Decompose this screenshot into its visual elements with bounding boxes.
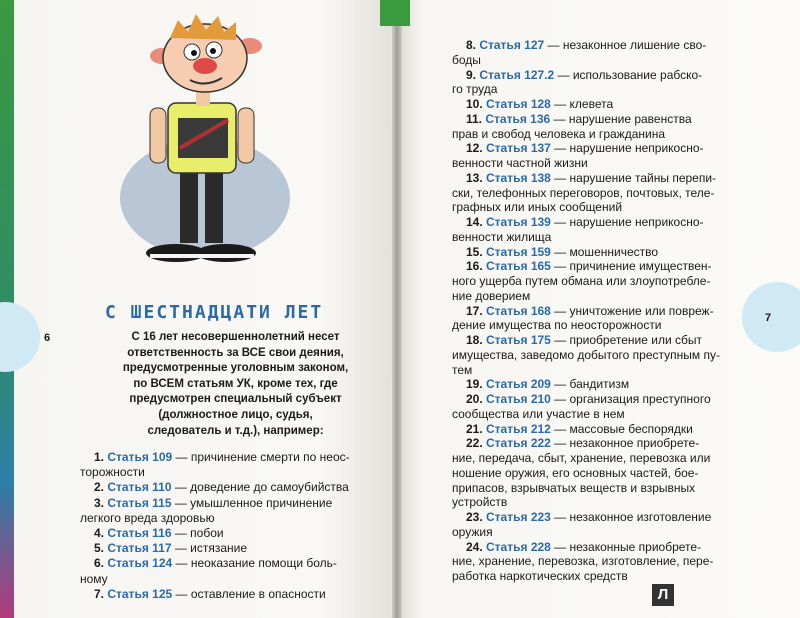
article-reference: Статья 116 [107, 526, 172, 541]
article-item [452, 333, 748, 377]
article-item-line: устройств [452, 495, 508, 510]
article-description: — причинение смерти по неос- [172, 450, 350, 464]
article-item-line: графных или иных сообщений [452, 200, 623, 215]
article-item-line [452, 245, 748, 260]
article-reference: Статья 127 [479, 38, 545, 52]
article-item [452, 38, 748, 68]
cover-top-edge [380, 0, 410, 26]
intro-line: следователь и т.д.), например: [147, 424, 324, 437]
article-item-line: ние, хранение, перевозка, изготовление, пере- [452, 554, 714, 569]
article-item-line: ному [80, 571, 108, 586]
article-number: 3. [94, 495, 108, 510]
article-item-line: боды [452, 52, 481, 67]
article-item-line: дение имущества по неосторожности [452, 318, 662, 333]
article-item-line: ного ущерба путем обмана или злоупотребле- [452, 274, 711, 288]
article-item-line [452, 171, 748, 186]
boy-with-guitar-illustration [110, 8, 300, 270]
article-number: 19. [466, 377, 487, 392]
article-item [452, 436, 748, 510]
article-item-line: ношение оружия, его основных частей, боe- [452, 465, 699, 480]
article-item-line: ние, передача, сбыт, хранение, перевозка или [452, 451, 711, 465]
article-item [452, 245, 748, 260]
book-gutter [392, 0, 402, 618]
intro-paragraph [98, 330, 373, 439]
article-description: — причинение имуществен- [550, 259, 712, 274]
article-description: — оставление в опасности [172, 586, 326, 601]
article-description: — мошенничество [550, 244, 659, 259]
article-item-line: венности жилища [452, 229, 552, 244]
article-reference: Статья 159 [486, 244, 551, 259]
article-number: 18. [466, 333, 487, 347]
article-description: — незаконное изготовление [550, 510, 712, 524]
article-item-line [80, 541, 380, 556]
article-item-line: имущества, заведомо добытого преступным пу- [452, 347, 720, 362]
article-item [452, 392, 748, 422]
article-description: — нарушение тайны перепи- [550, 170, 717, 185]
article-number: 13. [466, 170, 487, 185]
article-description: — умышленное причинение [171, 495, 333, 510]
article-item-line [452, 38, 748, 53]
article-reference: Статья 109 [107, 450, 173, 464]
article-item-line: сообщества или участие в нем [452, 406, 625, 421]
article-item [452, 68, 748, 98]
article-item [452, 97, 748, 112]
article-item [452, 510, 748, 540]
article-reference: Статья 110 [107, 480, 172, 495]
article-number: 21. [466, 421, 487, 436]
article-number: 23. [466, 510, 487, 524]
article-description: — нарушение неприкосно- [550, 141, 704, 156]
article-description: — незаконное приобрете- [550, 436, 700, 451]
publisher-watermark: Л [652, 584, 674, 606]
article-item-line [80, 450, 380, 465]
article-item-line: торожности [80, 465, 145, 480]
article-description: — неоказание помощи боль- [172, 556, 337, 571]
article-reference: Статья 175 [486, 333, 551, 347]
article-description: — побои [171, 526, 224, 541]
article-description: — уничтожение или повреж- [550, 303, 714, 318]
article-item-line [452, 304, 748, 319]
article-item-line [452, 436, 748, 451]
article-item-line [452, 422, 748, 437]
article-item-line [452, 333, 748, 348]
article-item-line [452, 68, 748, 83]
article-item-line [80, 587, 380, 602]
intro-line: по ВСЕМ статьям УК, кроме тех, где [133, 377, 338, 390]
article-description: — организация преступного [550, 392, 711, 406]
article-reference: Статья 168 [486, 303, 551, 318]
article-reference: Статья 222 [486, 436, 551, 451]
article-list-left [80, 450, 380, 602]
article-item-line: ски, телефонных переговоров, почтовых, теле- [452, 185, 715, 200]
page-number-left: 6 [44, 332, 51, 344]
article-item [452, 215, 748, 245]
article-item-line [452, 377, 748, 392]
article-description: — незаконное лишение сво- [544, 38, 707, 52]
article-reference: Статья 124 [107, 556, 173, 571]
article-item [452, 141, 748, 171]
section-heading: С ШЕСТНАДЦАТИ ЛЕТ [105, 302, 324, 323]
intro-line: (должностное лицо, судья, [158, 408, 313, 421]
article-reference: Статья 127.2 [479, 67, 555, 82]
article-item-line [80, 526, 380, 541]
intro-line: предусмотренные уголовным законом, [122, 362, 349, 375]
article-number: 5. [94, 541, 108, 556]
article-number: 15. [466, 244, 487, 259]
article-reference: Статья 136 [485, 111, 551, 126]
article-item-line: легкого вреда здоровью [80, 510, 215, 525]
article-number: 7. [94, 586, 108, 601]
article-number: 14. [466, 215, 487, 229]
article-item [80, 450, 380, 480]
article-item [80, 587, 380, 602]
article-item [452, 540, 748, 584]
article-item-line [452, 112, 748, 127]
article-number: 22. [466, 436, 487, 451]
article-number: 10. [466, 97, 487, 111]
article-item-line: венности частной жизни [452, 156, 588, 170]
article-item-line [452, 392, 748, 407]
article-item-line [452, 540, 748, 555]
article-number: 4. [94, 526, 108, 541]
article-item-line: тем [452, 362, 473, 377]
article-reference: Статья 223 [486, 510, 551, 524]
article-description: — клевета [550, 97, 614, 111]
article-number: 9. [466, 67, 480, 82]
article-description: — истязание [171, 541, 248, 556]
article-reference: Статья 228 [486, 539, 551, 554]
article-number: 24. [466, 539, 487, 554]
intro-line: предусмотрен специальный субъект [129, 393, 342, 406]
article-number: 1. [94, 450, 108, 464]
article-reference: Статья 128 [486, 97, 551, 111]
article-item [80, 496, 380, 526]
article-description: — бандитизм [550, 377, 630, 392]
page-number-right: 7 [765, 312, 772, 324]
article-number: 12. [466, 141, 487, 156]
article-item [452, 377, 748, 392]
article-number: 2. [94, 480, 108, 495]
article-item [80, 480, 380, 495]
intro-line: С 16 лет несовершеннолетний несет [131, 331, 340, 343]
article-description: — приобретение или сбыт [550, 333, 702, 347]
article-reference: Статья 117 [107, 541, 172, 556]
article-reference: Статья 165 [486, 259, 551, 274]
article-number: 17. [466, 303, 487, 318]
article-item-line [452, 141, 748, 156]
article-item-line [452, 215, 748, 230]
article-item-line [80, 556, 380, 571]
article-description: — доведение до самоубийства [171, 480, 349, 495]
article-reference: Статья 212 [486, 421, 551, 436]
article-item-line: прав и свобод человека и гражданина [452, 126, 665, 141]
article-number: 20. [466, 392, 487, 406]
article-number: 8. [466, 38, 480, 52]
article-item-line: оружия [452, 524, 493, 539]
article-list-right [452, 38, 748, 584]
article-description: — использование рабско- [554, 67, 703, 82]
article-reference: Статья 139 [486, 215, 551, 229]
article-item-line: работка наркотических средств [452, 569, 628, 583]
article-item-line: го труда [452, 82, 498, 97]
article-item-line [452, 259, 748, 274]
article-item-line [80, 480, 380, 495]
article-description: — нарушение равенства [550, 111, 692, 126]
article-item [80, 526, 380, 541]
article-number: 11. [466, 111, 486, 126]
article-reference: Статья 138 [486, 170, 551, 185]
article-item-line [452, 97, 748, 112]
article-item [452, 112, 748, 142]
article-number: 6. [94, 556, 108, 571]
article-item [80, 541, 380, 556]
article-number: 16. [466, 259, 487, 274]
article-item [452, 259, 748, 303]
article-item [452, 422, 748, 437]
article-reference: Статья 137 [486, 141, 551, 156]
article-description: — массовые беспорядки [550, 421, 693, 436]
article-item [452, 171, 748, 215]
article-reference: Статья 115 [107, 495, 172, 510]
article-item [80, 556, 380, 586]
article-item-line: припасов, взрывчатых веществ и взрывных [452, 480, 696, 495]
article-item [452, 304, 748, 334]
article-reference: Статья 209 [486, 377, 551, 392]
article-item-line [80, 496, 380, 511]
article-reference: Статья 210 [486, 392, 551, 406]
intro-line: ответственность за ВСЕ свои деяния, [127, 346, 344, 359]
article-description: — нарушение неприкосно- [550, 215, 704, 229]
article-reference: Статья 125 [107, 586, 173, 601]
article-item-line: ние доверием [452, 288, 531, 303]
article-item-line [452, 510, 748, 525]
article-description: — незаконные приобрете- [550, 539, 702, 554]
